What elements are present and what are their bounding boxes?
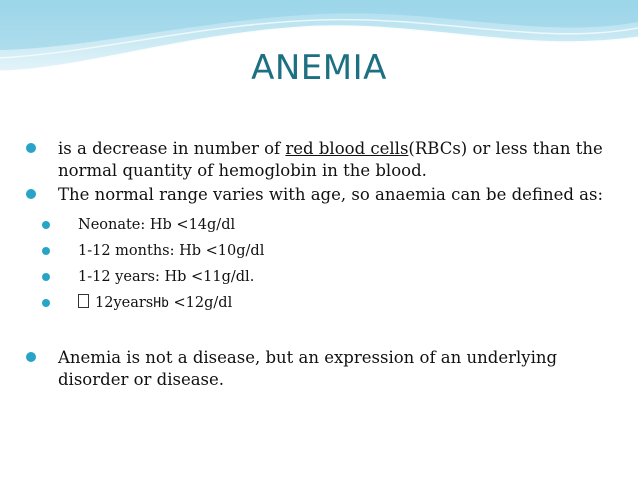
bullet-list [26,138,621,393]
sub-bullet-neonate [26,216,621,234]
bullet-text-pre: is a decrease in number of [58,139,286,158]
bullet-dot-icon [26,352,36,362]
sub-bullet-text-mono: Hb [153,296,169,311]
bullet-dot-icon [26,189,36,199]
sub-bullet-text: 1-12 years: Hb <11g/dl. [78,269,255,285]
bullet-definition [26,138,621,182]
bullet-not-a-disease [26,347,621,391]
bullet-normal-range [26,184,621,206]
sub-bullet-dot-icon [42,247,50,255]
bullet-text: The normal range varies with age, so anaemia can be defined as: [58,185,604,204]
sub-bullet-text-post: <12g/dl [168,295,233,311]
spacer [26,321,621,347]
bullet-text: Anemia is not a disease, but an expression of an underlying disorder or disease. [58,348,558,389]
sub-bullet-dot-icon [42,299,50,307]
red-blood-cells-link[interactable]: red blood cells [285,139,409,158]
sub-bullet-dot-icon [42,273,50,281]
missing-glyph-icon [78,294,89,308]
sub-bullet-text: 1-12 months: Hb <10g/dl [78,243,265,259]
slide-title: ANEMIA [251,48,387,88]
bullet-text-post: (RBCs) or less than the normal quantity of hemoglobin in the blood. [58,139,603,180]
sub-bullet-years [26,268,621,286]
sub-bullet-text: Neonate: Hb <14g/dl [78,217,236,233]
sub-bullet-months [26,242,621,260]
bullet-dot-icon [26,143,36,153]
sub-bullet-text-pre: 12years [95,295,154,311]
sub-bullet-over-12-years [26,294,621,313]
sub-bullet-dot-icon [42,221,50,229]
